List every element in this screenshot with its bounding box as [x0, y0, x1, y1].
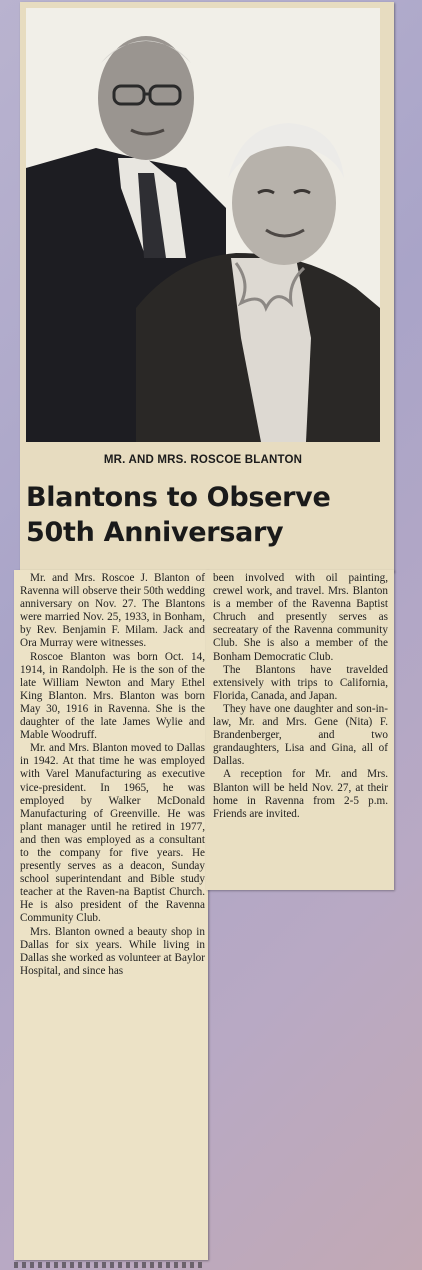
torn-edge — [14, 1262, 204, 1268]
headline-line-1: Blantons to Observe — [26, 482, 331, 513]
paragraph-career: Mr. and Mrs. Blanton moved to Dallas in 1942. At that time he was employed with Varel Manufacturing as executive vice-president. In 1965, he was employed by Walker McDonald Manufacturing of Greenville. He was plant manager until he retired in 1977, and then was employed as a consultant to the company for five years. He presently serves as a deacon, Sunday school superintendant and Bible study teacher at the Raven-na Baptist Church. He is also president of the Ravenna Community Club. — [20, 742, 205, 925]
photo-caption: MR. AND MRS. ROSCOE BLANTON — [103, 454, 303, 466]
article-right-column — [213, 572, 388, 821]
paragraph-hobbies: been involved with oil painting, crewel work, and travel. Mrs. Blanton is a member of the Ravenna Baptist Chruch and presently serves as secreatary of the Ravenna community Club. She is also a member of the Bonham Democratic Club. — [213, 572, 388, 663]
paragraph-reception: A reception for Mr. and Mrs. Blanton will be held Nov. 27, at their home in Ravenna from 2-5 p.m. Friends are invited. — [213, 768, 388, 820]
headline-line-2: 50th Anniversary — [26, 517, 284, 548]
couple-photo — [26, 8, 380, 442]
paragraph-travel: The Blantons have travelded extensively with trips to California, Florida, Canada, and Japan. — [213, 663, 388, 702]
paragraph-family: They have one daughter and son-in-law, Mr. and Mrs. Gene (Nita) F. Brandenberger, and two grandaughters, Lisa and Gina, all of Dallas. — [213, 702, 388, 768]
headline — [26, 480, 386, 550]
paragraph-beauty-shop: Mrs. Blanton owned a beauty shop in Dallas for six years. While living in Dallas she worked as volunteer at Baylor Hospital, and since has — [20, 925, 205, 977]
paragraph-birth: Roscoe Blanton was born Oct. 14, 1914, in Randolph. He is the son of the late William Newton and Mary Ethel King Blanton. Mrs. Blanton was born May 30, 1916 in Ravenna. She is the daughter of the late James Wylie and Mable Woodruff. — [20, 650, 205, 742]
paragraph-wedding: Mr. and Mrs. Roscoe J. Blanton of Ravenna will observe their 50th wedding anniversary on Nov. 27. The Blantons were married Nov. 25, 1933, in Bonham, by Rev. Benjamin F. Milam. Jack and Ora Murray were witnesses. — [20, 572, 205, 650]
article-left-column — [20, 572, 205, 978]
